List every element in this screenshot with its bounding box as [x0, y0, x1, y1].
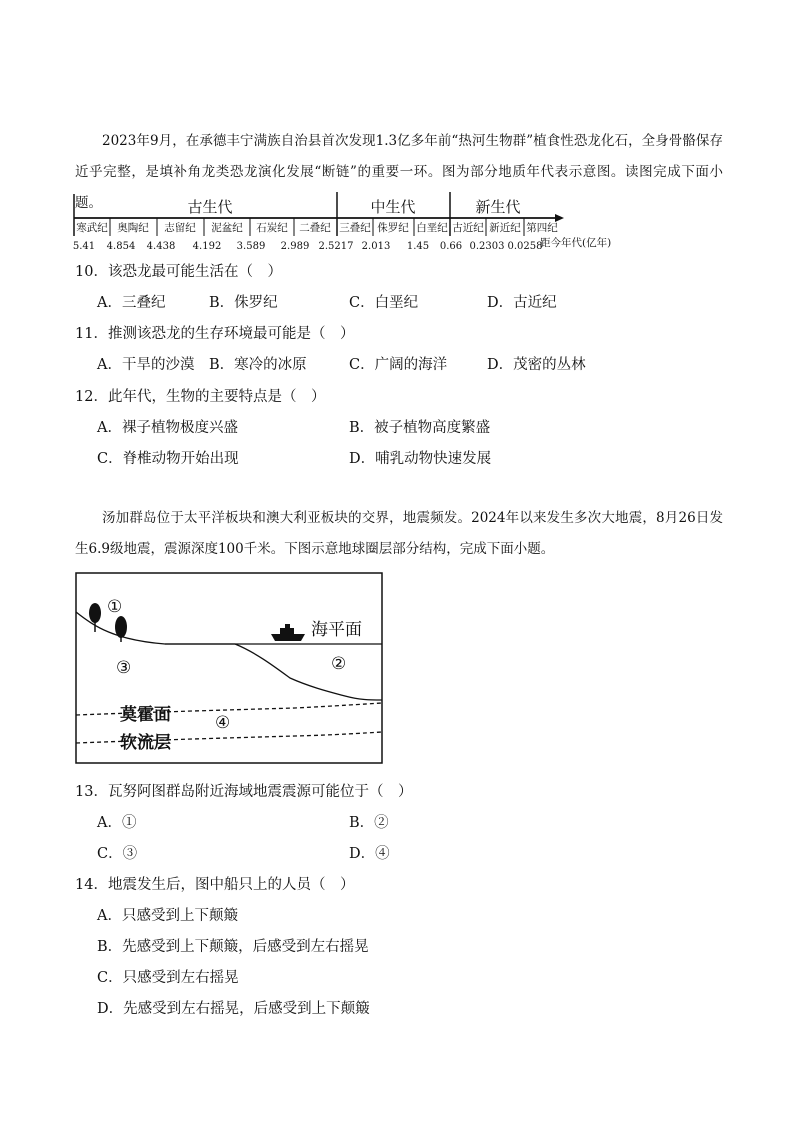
marker-4: ④: [215, 713, 231, 733]
q12-option-a[interactable]: A．裸子植物极度兴盛: [97, 420, 238, 436]
q12-option-d[interactable]: D．哺乳动物快速发展: [349, 451, 492, 467]
sea-level-label: 海平面: [311, 620, 362, 640]
q14-option-d[interactable]: D．先感受到左右摇晃，后感受到上下颠簸: [97, 1001, 370, 1017]
q10-option-b[interactable]: B．侏罗纪: [209, 295, 278, 311]
moho-label: 莫霍面: [120, 705, 171, 725]
age-label: 2.5217: [318, 241, 354, 252]
question-13-stem: 13．瓦努阿图群岛附近海域地震震源可能位于（ ）: [75, 784, 413, 800]
age-label: 2.013: [361, 241, 391, 252]
passage-1: 2023年9月，在承德丰宁满族自治县首次发现1.3亿多年前“热河生物群”植食性恐龙化石，全身骨骼保存近乎完整，是填补角龙类恐龙演化发展“断链”的重要一环。图为部分地质年代表示意图。读图完成下面小题。: [75, 133, 723, 211]
period-silurian: 志留纪: [164, 222, 196, 234]
question-11-stem: 11．推测该恐龙的生存环境最可能是（ ）: [75, 326, 355, 342]
age-label: 0.2303: [469, 241, 505, 252]
q14-option-a[interactable]: A．只感受到上下颠簸: [97, 908, 238, 924]
period-neogene: 新近纪: [489, 222, 521, 234]
earth-layers-diagram: [75, 572, 383, 764]
q10-option-c[interactable]: C．白垩纪: [349, 295, 419, 311]
q11-option-d[interactable]: D．茂密的丛林: [487, 357, 586, 373]
q13-option-a[interactable]: A．①: [97, 815, 137, 831]
q11-option-a[interactable]: A．干旱的沙漠: [97, 357, 195, 373]
age-label: 0.66: [439, 241, 463, 252]
axis-label: 距今年代(亿年): [540, 237, 612, 249]
q13-option-c[interactable]: C．③: [97, 846, 138, 862]
period-carboniferous: 石炭纪: [256, 222, 288, 234]
q12-option-b[interactable]: B．被子植物高度繁盛: [349, 420, 491, 436]
age-label: 0.0258: [507, 241, 543, 252]
question-12-stem: 12．此年代，生物的主要特点是（ ）: [75, 389, 326, 405]
age-label: 4.854: [106, 241, 136, 252]
geologic-timeline: [70, 188, 650, 252]
period-cretaceous: 白垩纪: [416, 222, 448, 234]
period-triassic: 三叠纪: [339, 222, 371, 234]
period-quaternary: 第四纪: [526, 222, 558, 234]
q12-option-c[interactable]: C．脊椎动物开始出现: [97, 451, 239, 467]
asthenosphere-label: 软流层: [120, 733, 171, 753]
q13-option-b[interactable]: B．②: [349, 815, 389, 831]
period-ordovician: 奥陶纪: [117, 222, 149, 234]
age-label: 3.589: [236, 241, 266, 252]
marker-1: ①: [107, 597, 123, 617]
q14-option-c[interactable]: C．只感受到左右摇晃: [97, 970, 239, 986]
era-label-mesozoic: 中生代: [370, 198, 416, 216]
q10-option-d[interactable]: D．古近纪: [487, 295, 557, 311]
question-10-stem: 10．该恐龙最可能生活在（ ）: [75, 264, 282, 280]
era-label-paleozoic: 古生代: [187, 198, 233, 216]
period-jurassic: 侏罗纪: [377, 222, 409, 234]
age-label: 5.41: [72, 241, 96, 252]
period-permian: 二叠纪: [299, 222, 331, 234]
q10-option-a[interactable]: A．三叠纪: [97, 295, 166, 311]
marker-2: ②: [331, 654, 347, 674]
q14-option-b[interactable]: B．先感受到上下颠簸，后感受到左右摇晃: [97, 939, 369, 955]
period-paleogene: 古近纪: [452, 222, 484, 234]
marker-3: ③: [116, 658, 132, 678]
period-cambrian: 寒武纪: [76, 222, 108, 234]
question-14-stem: 14．地震发生后，图中船只上的人员（ ）: [75, 877, 355, 893]
timeline-arrow: [555, 214, 564, 222]
era-label-cenozoic: 新生代: [475, 198, 521, 216]
period-devonian: 泥盆纪: [211, 222, 243, 234]
q11-option-c[interactable]: C．广阔的海洋: [349, 357, 448, 373]
passage-2: 汤加群岛位于太平洋板块和澳大利亚板块的交界，地震频发。2024年以来发生多次大地震，8月26日发生6.9级地震，震源深度100千米。下图示意地球圈层部分结构，完成下面小题。: [75, 510, 723, 557]
age-label: 4.192: [192, 241, 222, 252]
age-label: 1.45: [406, 241, 430, 252]
age-label: 4.438: [146, 241, 176, 252]
age-label: 2.989: [280, 241, 310, 252]
q11-option-b[interactable]: B．寒冷的冰原: [209, 357, 307, 373]
q13-option-d[interactable]: D．④: [349, 846, 390, 862]
